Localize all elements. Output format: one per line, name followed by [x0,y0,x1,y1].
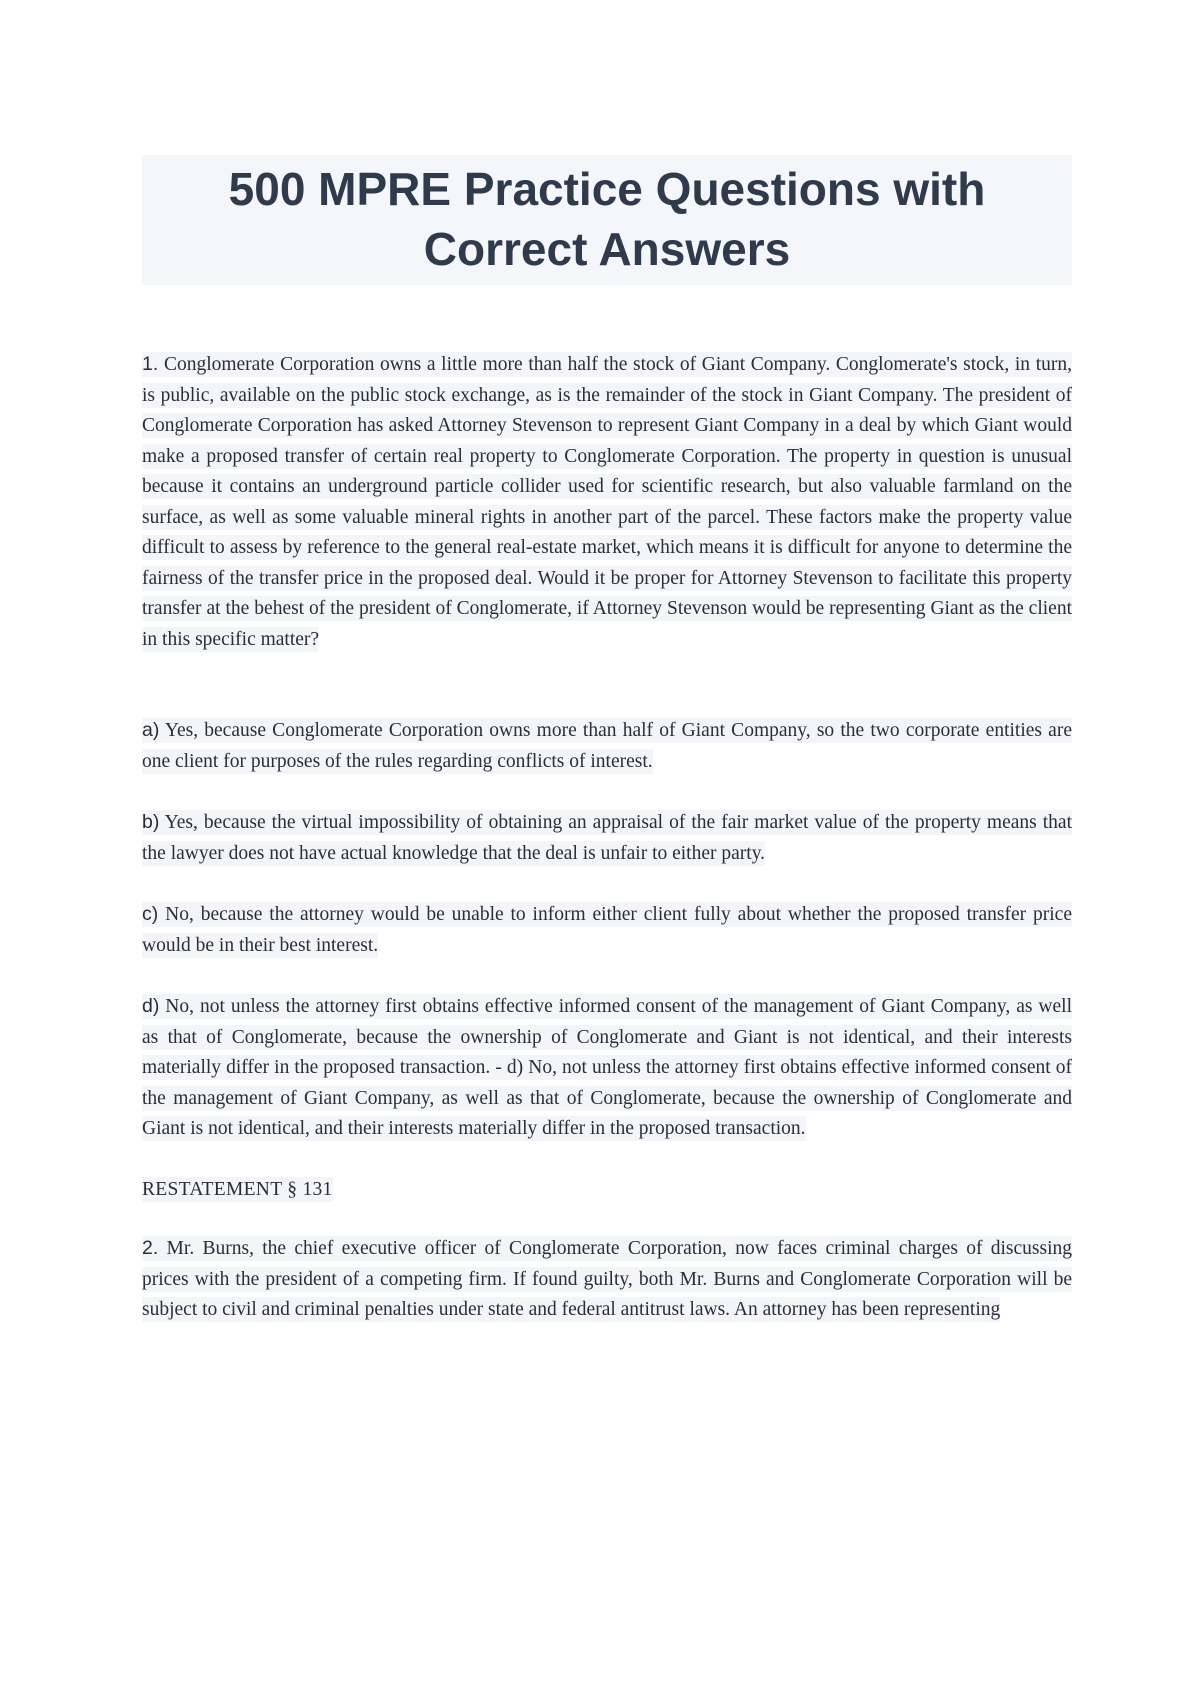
option-a-text: Yes, because Conglomerate Corporation owns more than half of Giant Company, so the two corporate entities are one client for purposes of the rules regarding conflicts of interest. [142,720,1072,772]
option-c-text: No, because the attorney would be unable to inform either client fully about whether the proposed transfer price would be in their best interest. [142,904,1072,956]
question-1 [142,349,1072,655]
option-c-letter: c) [142,903,159,925]
reference-citation [142,1175,1072,1206]
option-b-text: Yes, because the virtual impossibility of obtaining an appraisal of the fair market value of the property means that the lawyer does not have actual knowledge that the deal is unfair to either party. [142,812,1072,864]
option-a-letter: a) [142,719,160,741]
title-banner [142,155,1072,285]
option-d [142,991,1072,1145]
document-body [142,155,1072,1326]
question-2-text: Mr. Burns, the chief executive officer of Conglomerate Corporation, now faces criminal charges of discussing prices with the president of a competing firm. If found guilty, both Mr. Burns and Conglomerate Corporation will be subject to civil and criminal penalties under state and federal antitrust laws. An attorney has been representing [142,1238,1072,1320]
question-2 [142,1233,1072,1326]
option-b-letter: b) [142,811,160,833]
option-a [142,715,1072,777]
option-b [142,807,1072,869]
option-d-letter: d) [142,995,160,1017]
question-1-number: 1. [142,353,159,375]
question-1-text: Conglomerate Corporation owns a little more than half the stock of Giant Company. Conglomerate's stock, in turn, is public, available on the public stock exchange, as is the remainder of the stock in Giant Company. The president of Conglomerate Corporation has asked Attorney Stevenson to represent Giant Company in a deal by which Giant would make a proposed transfer of certain real property to Conglomerate Corporation. The property in question is unusual because it contains an underground particle collider used for scientific research, but also valuable farmland on the surface, as well as some valuable mineral rights in another part of the parcel. These factors make the property value difficult to assess by reference to the general real-estate market, which means it is difficult for anyone to determine the fairness of the transfer price in the proposed deal. Would it be proper for Attorney Stevenson to facilitate this property transfer at the behest of the president of Conglomerate, if Attorney Stevenson would be representing Giant as the client in this specific matter? [142,354,1072,650]
question-2-number: 2. [142,1237,159,1259]
page-title-line-2: Correct Answers [423,223,791,275]
page-title-line-1: 500 MPRE Practice Questions with [228,163,986,215]
option-c [142,899,1072,961]
option-d-text: No, not unless the attorney first obtains effective informed consent of the management of Giant Company, as well as that of Conglomerate, because the ownership of Conglomerate and Giant is not identical, and their interests materially differ in the proposed transaction. - d) No, not unless the attorney first obtains effective informed consent of the management of Giant Company, as well as that of Conglomerate, because the ownership of Conglomerate and Giant is not identical, and their interests materially differ in the proposed transaction. [142,996,1072,1139]
reference-text: RESTATEMENT § 131 [142,1178,333,1200]
questions-content [142,349,1072,1326]
